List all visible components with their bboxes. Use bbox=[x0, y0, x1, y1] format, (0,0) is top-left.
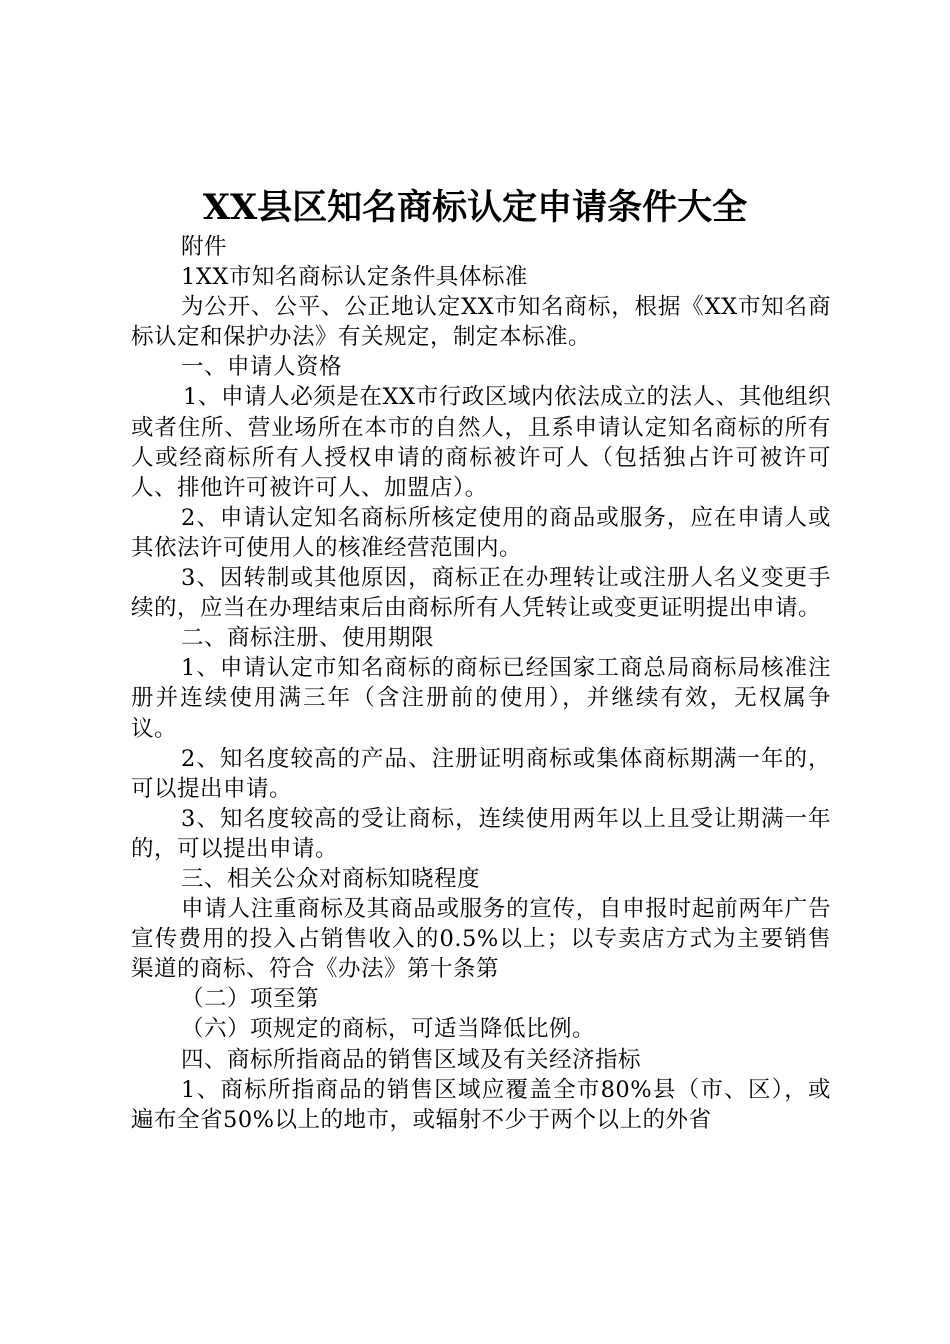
paragraph-registration-3: 3、知名度较高的受让商标，连续使用两年以上且受让期满一年的，可以提出申请。 bbox=[131, 805, 831, 862]
paragraph-registration-1: 1、申请认定市知名商标的商标已经国家工商总局商标局核准注册并连续使用满三年（含注册前的使用），并继续有效，无权属争议。 bbox=[131, 655, 831, 742]
document-body bbox=[131, 232, 831, 1135]
section-heading-sales: 四、商标所指商品的销售区域及有关经济指标 bbox=[181, 1046, 642, 1073]
section-heading-awareness: 三、相关公众对商标知晓程度 bbox=[181, 865, 481, 892]
paragraph-awareness-3: （六）项规定的商标，可适当降低比例。 bbox=[181, 1016, 596, 1043]
paragraph-awareness-2: （二）项至第 bbox=[181, 986, 320, 1013]
document-title: XX县区知名商标认定申请条件大全 bbox=[202, 187, 748, 228]
paragraph-applicant-2: 2、申请认定知名商标所核定使用的商品或服务，应在申请人或其依法许可使用人的核准经营范围内。 bbox=[131, 504, 831, 561]
paragraph-applicant-1: 1、申请人必须是在XX市行政区域内依法成立的法人、其他组织或者住所、营业场所在本市的自然人，且系申请认定知名商标的所有人或经商标所有人授权申请的商标被许可人（包括独占许可被许可人、排他许可被许可人、加盟店）。 bbox=[131, 384, 831, 501]
paragraph-attachment: 附件 bbox=[181, 234, 228, 260]
section-heading-applicant: 一、申请人资格 bbox=[181, 354, 343, 381]
paragraph-awareness-1: 申请人注重商标及其商品或服务的宣传，自申报时起前两年广告宣传费用的投入占销售收入的0.5%以上；以专卖店方式为主要销售渠道的商标、符合《办法》第十条第 bbox=[131, 896, 831, 983]
paragraph-sales-1: 1、商标所指商品的销售区域应覆盖全市80%县（市、区），或遍布全省50%以上的地市，或辐射不少于两个以上的外省 bbox=[131, 1076, 831, 1133]
paragraph-intro: 为公开、公平、公正地认定XX市知名商标，根据《XX市知名商标认定和保护办法》有关规定，制定本标准。 bbox=[131, 294, 831, 351]
section-heading-registration: 二、商标注册、使用期限 bbox=[181, 625, 435, 652]
paragraph-applicant-3: 3、因转制或其他原因，商标正在办理转让或注册人名义变更手续的，应当在办理结束后由商标所有人凭转让或变更证明提出申请。 bbox=[131, 565, 831, 622]
paragraph-registration-2: 2、知名度较高的产品、注册证明商标或集体商标期满一年的，可以提出申请。 bbox=[131, 745, 831, 802]
paragraph-standard-title: 1XX市知名商标认定条件具体标准 bbox=[181, 264, 528, 291]
